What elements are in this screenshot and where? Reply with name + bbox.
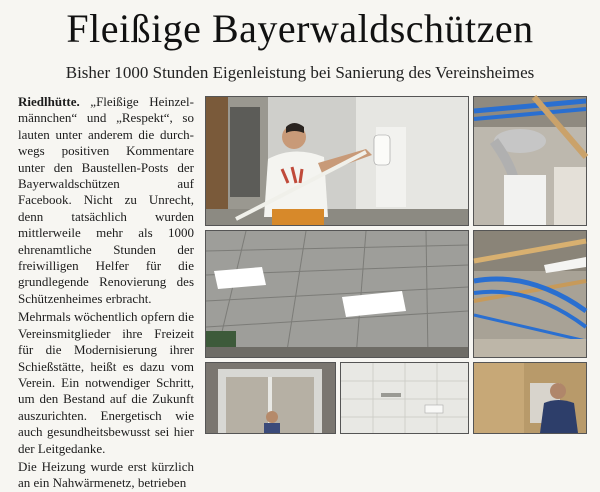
photo-worker-osb-wall [473,362,587,434]
subheadline: Bisher 1000 Stunden Eigenleistung bei Sanierung des Vereinsheimes [65,63,535,82]
dateline: Riedlhütte. [18,94,80,109]
article-paragraph-3: Die Heizung wurde erst kürzlich an ein Nahwärmenetz, betrieben [18,458,194,491]
photo-ceiling-pipes-light [473,230,587,358]
article-body [18,94,194,491]
article-paragraph-1 [18,94,194,307]
photo-painting-wall [205,96,469,226]
photo-suspended-ceiling [205,230,469,358]
headline: Fleißige Bayerwaldschützen [66,6,534,51]
photo-pipes-ceiling [473,96,587,226]
paragraph-text: „Fleißige Heinzelmännchen“ und „Respekt“, so lauten unter anderem die durchwegs positiven Kommentare unter den Baustellen-Posts der Bayerwaldschützen auf Facebook. Nicht zu Unrecht, denn tatsächlich wurden mittlerweile mehr als 1000 ehrenamtliche Stunden der freiwilligen Helfer für die grundlegende Renovierung des Schützenheimes erbracht. [18,94,194,306]
photo-window-person [205,362,336,434]
article-paragraph-2: Mehrmals wöchentlich opfern die Vereinsmitglieder ihre Freizeit für die Modernisierung ihrer Schießstätte, heißt es dazu vom Verein. Ein notwendiger Schritt, um den Bestand auf die Zukunft auszurichten. Energetisch wie auch gesundheitsbewusst sei hier der Leitgedanke. [18,309,194,456]
photo-tiled-wall [340,362,469,434]
